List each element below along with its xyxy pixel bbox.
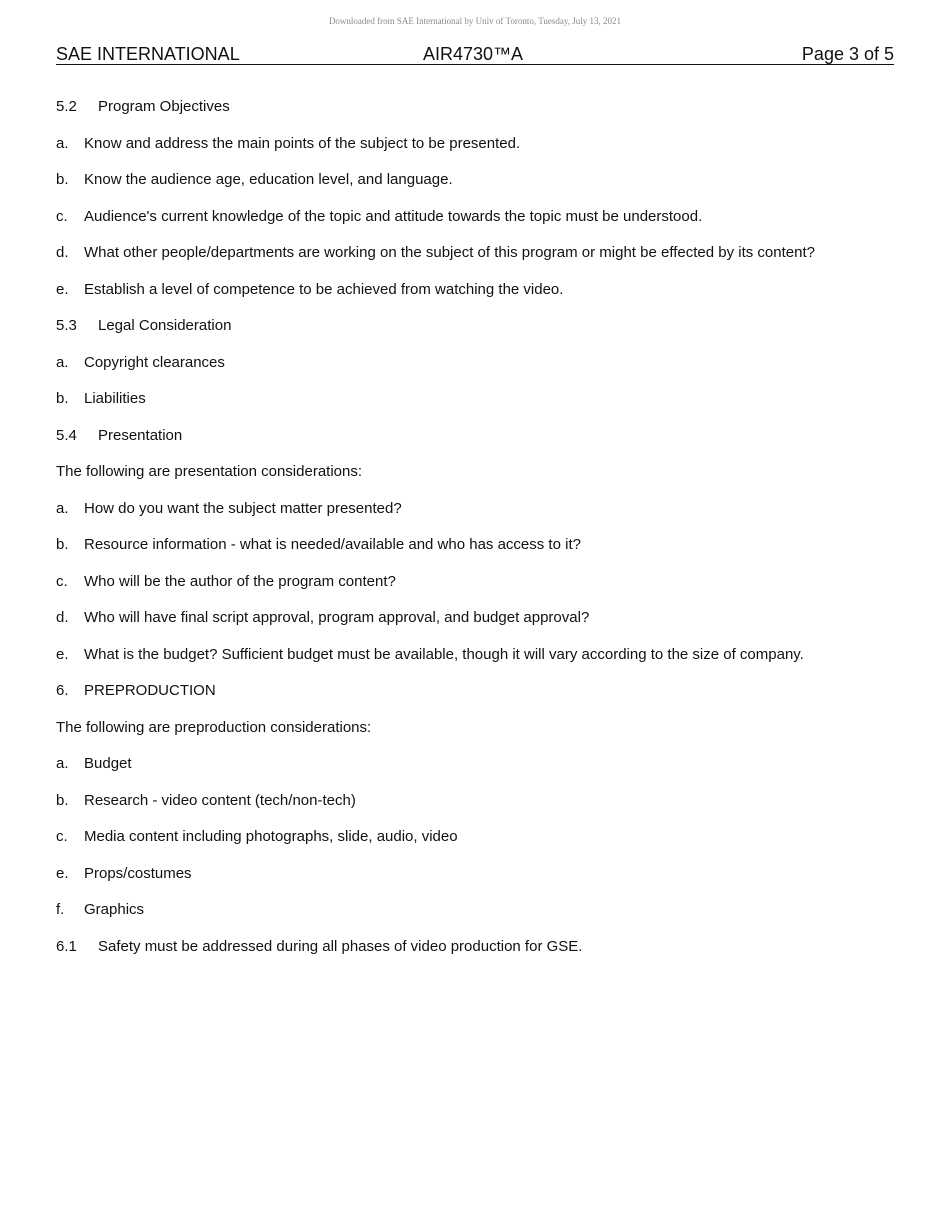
section-number: 6.: [56, 682, 69, 699]
item-text: What other people/departments are working on the subject of this program or might be effected by its content?: [84, 244, 815, 261]
page-header: [56, 44, 894, 65]
item-text: Establish a level of competence to be achieved from watching the video.: [84, 280, 564, 298]
paragraph: The following are presentation considerations:: [56, 463, 363, 480]
item-label: f.: [56, 901, 65, 918]
list-item: [56, 572, 894, 609]
item-text: Props/costumes: [84, 864, 192, 882]
item-label: a.: [56, 134, 69, 152]
download-watermark: Downloaded from SAE International by Univ of Toronto, Tuesday, July 13, 2021: [328, 16, 622, 26]
list-item: [56, 900, 894, 937]
list-item: [56, 170, 894, 207]
item-text: Resource information - what is needed/available and who has access to it?: [84, 536, 581, 553]
list-item: [56, 535, 894, 572]
list-item: [56, 827, 894, 864]
item-label: c.: [56, 207, 68, 225]
item-text: Budget: [84, 755, 132, 772]
list-item: [56, 243, 894, 280]
list-item: [56, 280, 894, 317]
item-label: c.: [56, 572, 68, 590]
item-text: Know and address the main points of the subject to be presented.: [84, 134, 521, 152]
item-text: Liabilities: [84, 390, 146, 407]
section-title: Presentation: [98, 426, 183, 444]
header-page-number: Page 3 of 5: [801, 44, 894, 64]
item-label: d.: [56, 244, 69, 261]
section-heading-5-2: [56, 97, 894, 134]
item-label: b.: [56, 390, 69, 407]
list-item: [56, 645, 894, 682]
list-item: [56, 207, 894, 244]
list-item: [56, 134, 894, 171]
item-text: How do you want the subject matter presented?: [84, 499, 402, 517]
item-label: a.: [56, 499, 69, 517]
item-label: e.: [56, 645, 69, 663]
section-number: 5.4: [56, 426, 77, 444]
item-label: e.: [56, 864, 69, 882]
item-text: Research - video content (tech/non-tech): [84, 791, 356, 809]
item-text: Know the audience age, education level, and language.: [84, 171, 453, 188]
section-number: 5.2: [56, 98, 77, 115]
section-title: Program Objectives: [98, 98, 230, 115]
section-heading-6: [56, 681, 894, 718]
header-document-number: AIR4730™A: [423, 44, 524, 64]
list-item: [56, 389, 894, 426]
section-heading-5-4: [56, 426, 894, 463]
item-label: d.: [56, 609, 69, 626]
section-title: Legal Consideration: [98, 317, 232, 334]
item-text: What is the budget? Sufficient budget must be available, though it will vary according to the size of company.: [84, 645, 804, 663]
list-item: [56, 754, 894, 791]
item-label: c.: [56, 828, 68, 845]
item-text: Media content including photographs, slide, audio, video: [84, 828, 458, 845]
item-text: Who will have final script approval, program approval, and budget approval?: [84, 609, 590, 626]
item-label: a.: [56, 353, 69, 371]
item-label: b.: [56, 171, 69, 188]
list-item: [56, 864, 894, 901]
item-text: Copyright clearances: [84, 353, 225, 371]
header-organization: SAE INTERNATIONAL: [56, 44, 240, 64]
list-item: [56, 499, 894, 536]
item-text: Graphics: [84, 901, 145, 918]
section-heading-6-1: [56, 937, 894, 974]
list-item: [56, 791, 894, 828]
paragraph: The following are preproduction considerations:: [56, 718, 372, 736]
section-text: Safety must be addressed during all phases of video production for GSE.: [98, 937, 583, 955]
document-body: [56, 97, 894, 973]
item-label: b.: [56, 791, 69, 809]
list-item: [56, 353, 894, 390]
item-text: Who will be the author of the program content?: [84, 572, 396, 590]
section-number: 5.3: [56, 317, 77, 334]
section-number: 6.1: [56, 937, 77, 955]
item-label: e.: [56, 280, 69, 298]
section-title: PREPRODUCTION: [84, 682, 216, 699]
section-heading-5-3: [56, 316, 894, 353]
item-label: b.: [56, 536, 69, 553]
item-label: a.: [56, 755, 69, 772]
item-text: Audience's current knowledge of the topic and attitude towards the topic must be understood.: [84, 207, 703, 225]
list-item: [56, 608, 894, 645]
